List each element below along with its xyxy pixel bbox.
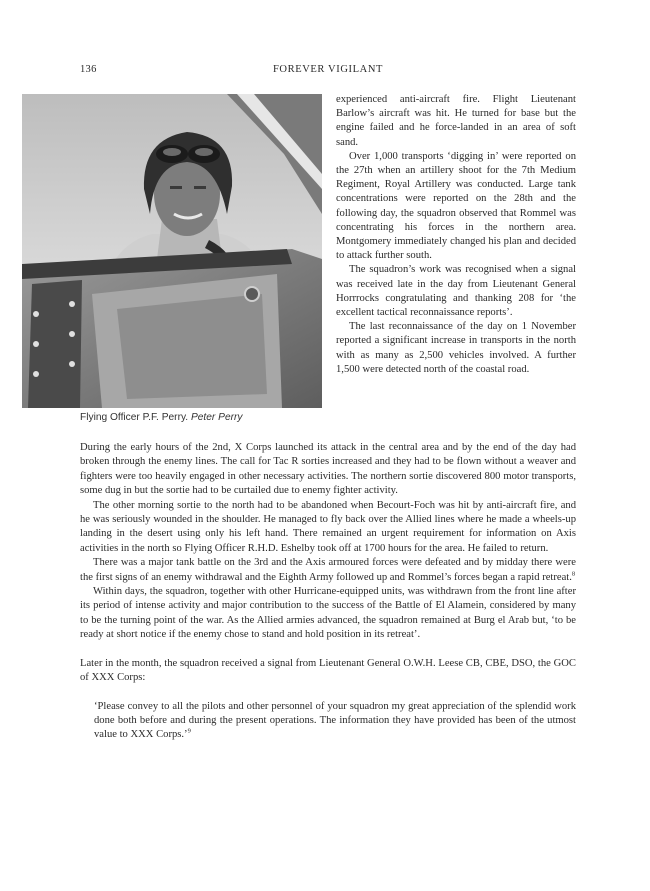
block-quote [94,700,576,743]
paragraph: Over 1,000 transports ‘digging in’ were reported on the 27th when an artillery shoot for the 7th Medium Regiment, Royal Artillery was conducted. Large tank concentrations were reported on the 28th and the following day, the squadron observed that Rommel was concentrating his forces in the northern area. Montgomery immediately changed his plan and decided to attack further south. [336,150,576,262]
paragraph: The squadron’s work was recognised when a signal was received late in the day from Lieutenant General Horrrocks congratulating and thanking 208 for ‘the excellent tactical reconnaissance reports’. [336,264,576,319]
main-body-text [80,441,576,743]
pilot-photograph [22,94,322,408]
paragraph: Later in the month, the squadron received a signal from Lieutenant General O.W.H. Leese CB, CBE, DSO, the GOC of XXX Corps: [80,657,576,684]
page-number: 136 [80,64,97,75]
quote-text: ‘Please convey to all the pilots and other personnel of your squadron my great appreciation of the splendid work done both before and during the present operations. The information they have provided has been of the utmost value to XXX Corps.’ [94,700,576,741]
paragraph: experienced anti-aircraft fire. Flight Lieutenant Barlow’s aircraft was hit. He turned for base but the engine failed and he force-landed in an area of soft sand. [336,94,576,148]
paragraph-text: There was a major tank battle on the 3rd and the Axis armoured forces were defeated and by midday there were the first signs of an enemy withdrawal and the Eighth Army followed up and Rommel’s forces began a rapid retreat. [80,557,576,583]
caption-text: Flying Officer P.F. Perry. [80,412,191,423]
footnote-marker: 8 [571,570,576,578]
running-header [80,64,576,80]
paragraph: The last reconnaissance of the day on 1 November reported a significant increase in transports in the north with as many as 2,500 vehicles involved. A further 1,500 were detected north of the coastal road. [336,321,576,375]
paragraph: During the early hours of the 2nd, X Corps launched its attack in the central area and by the end of the day had broken through the enemy lines. The call for Tac R sorties increased and they had to be flown without a weaver and fighters were too heavily engaged in other necessary activities. The northern sortie discovered 800 motor transports, some dug in but the sortie had to be curtailed due to enemy fighter activity. [80,442,576,497]
paragraph [80,556,576,585]
caption-credit: Peter Perry [190,412,243,423]
photo-caption [80,412,243,423]
book-title: FOREVER VIGILANT [272,64,384,75]
right-column-text [336,93,576,377]
paragraph: Within days, the squadron, together with other Hurricane-equipped units, was withdrawn from the front line after its period of intense activity and major contribution to the success of the Battle of El Alamein, considered by many to be the turning point of the war. As the Allied armies advanced, the squadron remained at Burg el Arab but, ‘to be ready at short notice if the enemy chose to stand and hold position in its retreat’. [80,586,576,641]
paragraph: The other morning sortie to the north had to be abandoned when Becourt-Foch was hit by anti-aircraft fire, and he was seriously wounded in the shoulder. He managed to fly back over the Allied lines where he made a wheels-up landing in the desert using only his left hand. There remained an urgent requirement for information on Axis activities in the north so Flying Officer R.H.D. Eshelby took off at 1700 hours for the area. He failed to return. [80,499,576,554]
footnote-marker: 9 [187,727,191,735]
